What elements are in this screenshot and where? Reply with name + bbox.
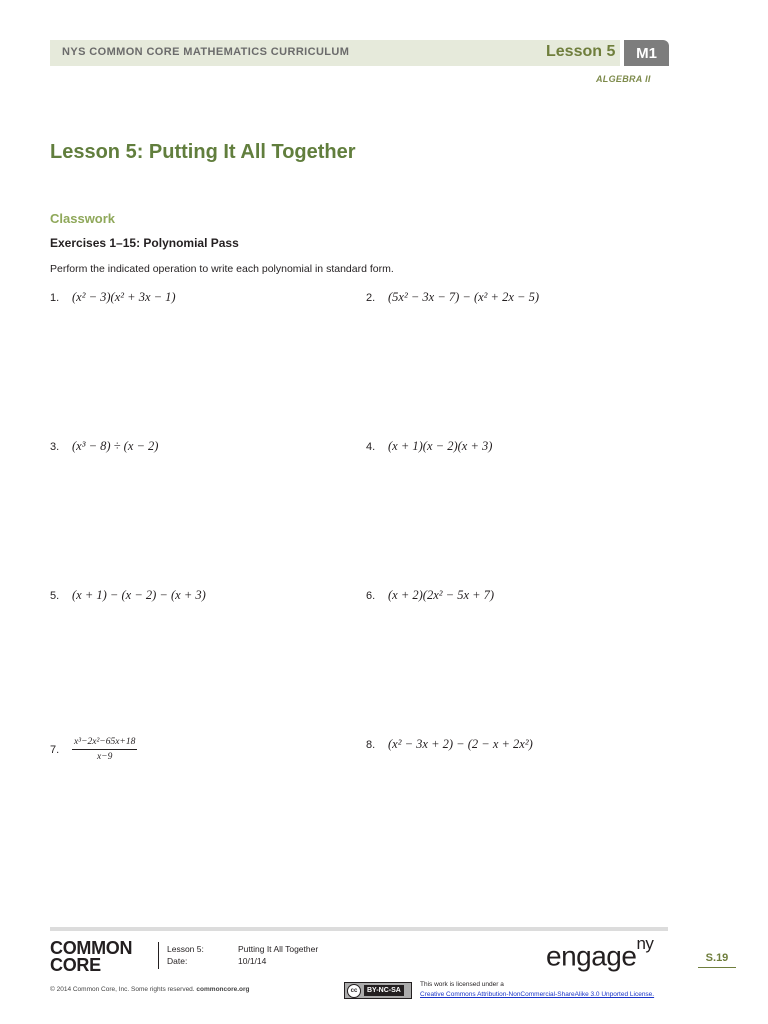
page-number: S.19 — [698, 952, 736, 968]
logo-line-2: CORE — [50, 955, 101, 975]
copyright-notice: © 2014 Common Core, Inc. Some rights reserved. — [50, 986, 195, 993]
fraction-numerator: x³−2x²−65x+18 — [72, 736, 137, 750]
problem-number: 1. — [50, 291, 60, 304]
license-badge-label: BY-NC-SA — [364, 985, 404, 996]
course-label: ALGEBRA II — [596, 74, 651, 84]
problem-number: 4. — [366, 440, 376, 453]
fraction-denominator: x−9 — [96, 752, 113, 762]
exercises-heading: Exercises 1–15: Polynomial Pass — [50, 236, 239, 250]
page-title: Lesson 5: Putting It All Together — [50, 141, 356, 163]
module-badge: M1 — [624, 40, 669, 66]
problem-expression: (5x² − 3x − 7) − (x² + 2x − 5) — [388, 290, 540, 304]
problem-5 — [50, 588, 206, 603]
license-badge[interactable] — [344, 982, 412, 999]
problem-expression: (x + 1) − (x − 2) − (x + 3) — [72, 588, 206, 602]
problem-expression: (x + 1)(x − 2)(x + 3) — [388, 439, 493, 453]
problem-number: 5. — [50, 589, 60, 602]
problem-8 — [366, 737, 533, 752]
problem-expression: (x³ − 8) ÷ (x − 2) — [72, 439, 159, 453]
date-value: 10/1/14 — [238, 956, 267, 966]
date-key: Date: — [167, 956, 188, 966]
copyright-site[interactable]: commoncore.org — [196, 986, 250, 993]
logo-line-1: COMMON — [50, 938, 133, 958]
common-core-logo — [50, 940, 132, 974]
footer-divider — [158, 942, 159, 969]
problem-number: 7. — [50, 743, 60, 756]
problem-1 — [50, 290, 176, 305]
problem-6 — [366, 588, 494, 603]
copyright-text — [50, 986, 250, 993]
lesson-value: Putting It All Together — [238, 944, 319, 954]
problem-number: 6. — [366, 589, 376, 602]
problem-expression: (x² − 3x + 2) − (2 − x + 2x²) — [388, 737, 533, 751]
problem-4 — [366, 439, 492, 454]
problem-number: 2. — [366, 291, 376, 304]
fraction — [72, 736, 137, 763]
license-text — [420, 980, 654, 1000]
brand-text: engage — [546, 940, 637, 972]
problem-2 — [366, 290, 539, 305]
problem-3 — [50, 439, 158, 454]
problem-expression: (x² − 3)(x² + 3x − 1) — [72, 290, 176, 304]
brand-superscript: ny — [636, 934, 654, 953]
curriculum-label: NYS COMMON CORE MATHEMATICS CURRICULUM — [62, 46, 350, 58]
problem-7 — [50, 736, 137, 763]
instructions-text: Perform the indicated operation to write each polynomial in standard form. — [50, 263, 394, 275]
footer-rule — [50, 927, 668, 931]
cc-icon: cc — [347, 984, 361, 998]
lesson-label: Lesson 5 — [546, 43, 616, 60]
engageny-logo — [546, 934, 654, 972]
problem-number: 8. — [366, 738, 376, 751]
license-line: This work is licensed under a — [420, 981, 504, 988]
lesson-key: Lesson 5: — [167, 944, 204, 954]
license-link[interactable]: Creative Commons Attribution-NonCommercial-ShareAlike 3.0 Unported License. — [420, 991, 655, 998]
problem-expression: (x + 2)(2x² − 5x + 7) — [388, 588, 495, 602]
problem-number: 3. — [50, 440, 60, 453]
section-heading: Classwork — [50, 211, 116, 226]
